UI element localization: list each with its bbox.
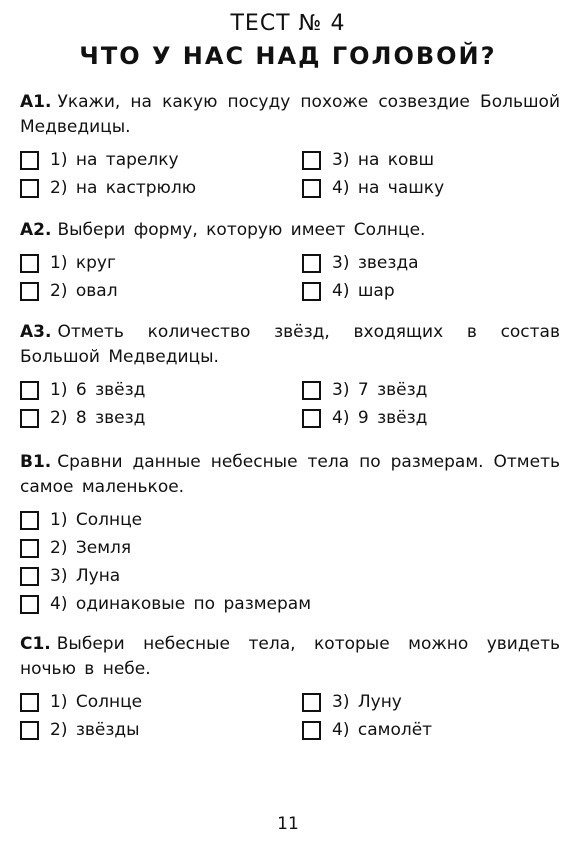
option-a2-2[interactable] — [20, 279, 118, 303]
question-text: Выбери форму, которую имеет Солнце. — [57, 220, 426, 240]
test-title: ТЕСТ № 4 — [230, 11, 346, 36]
question-text: Выбери небесные тела, которые можно увидеть ночью в небе. — [20, 634, 560, 679]
option-a2-1[interactable] — [20, 251, 116, 275]
answer-checkbox[interactable] — [302, 151, 321, 170]
answer-checkbox[interactable] — [20, 254, 39, 273]
option-label: 1) на тарелку — [50, 150, 179, 170]
question-a1 — [20, 90, 560, 204]
option-a1-3[interactable] — [302, 148, 434, 172]
option-c1-1[interactable] — [20, 690, 142, 714]
option-label: 3) Луна — [50, 566, 121, 586]
answer-checkbox[interactable] — [302, 721, 321, 740]
option-a1-4[interactable] — [302, 176, 444, 200]
option-label: 4) шар — [332, 281, 395, 301]
option-label: 2) звёзды — [50, 720, 140, 740]
options-a3 — [20, 378, 560, 434]
answer-checkbox[interactable] — [302, 179, 321, 198]
answer-checkbox[interactable] — [20, 179, 39, 198]
options-a2 — [20, 251, 560, 307]
answer-checkbox[interactable] — [302, 693, 321, 712]
option-a2-4[interactable] — [302, 279, 395, 303]
option-label: 2) овал — [50, 281, 118, 301]
options-b1 — [20, 508, 560, 620]
answer-checkbox[interactable] — [20, 409, 39, 428]
answer-checkbox[interactable] — [20, 595, 39, 614]
option-label: 2) на кастрюлю — [50, 178, 197, 198]
option-a1-1[interactable] — [20, 148, 179, 172]
page-number: 11 — [277, 814, 299, 834]
answer-checkbox[interactable] — [302, 381, 321, 400]
question-a3 — [20, 320, 560, 434]
question-b1-text-block — [20, 450, 560, 500]
option-c1-3[interactable] — [302, 690, 402, 714]
options-a1 — [20, 148, 560, 204]
option-label: 2) Земля — [50, 538, 132, 558]
option-a3-4[interactable] — [302, 406, 427, 430]
question-b1 — [20, 450, 560, 620]
option-b1-1[interactable] — [20, 508, 142, 532]
option-label: 2) 8 звезд — [50, 408, 146, 428]
answer-checkbox[interactable] — [20, 721, 39, 740]
question-a2-text-block — [20, 218, 560, 243]
answer-checkbox[interactable] — [20, 381, 39, 400]
option-a3-3[interactable] — [302, 378, 427, 402]
option-b1-4[interactable] — [20, 592, 311, 616]
option-label: 1) Солнце — [50, 692, 143, 712]
question-c1 — [20, 632, 560, 746]
option-label: 4) одинаковые по размерам — [50, 594, 312, 614]
test-topic-heading: ЧТО У НАС НАД ГОЛОВОЙ? — [79, 42, 497, 70]
question-c1-text-block — [20, 632, 560, 682]
answer-checkbox[interactable] — [302, 409, 321, 428]
answer-checkbox[interactable] — [20, 282, 39, 301]
option-label: 3) Луну — [332, 692, 402, 712]
option-b1-3[interactable] — [20, 564, 120, 588]
question-a1-text-block — [20, 90, 560, 140]
question-number: А3. — [20, 322, 52, 342]
question-a3-text-block — [20, 320, 560, 370]
answer-checkbox[interactable] — [20, 539, 39, 558]
option-label: 4) на чашку — [332, 178, 445, 198]
answer-checkbox[interactable] — [20, 567, 39, 586]
answer-checkbox[interactable] — [302, 254, 321, 273]
options-c1 — [20, 690, 560, 746]
question-a2 — [20, 218, 560, 307]
option-label: 3) 7 звёзд — [332, 380, 428, 400]
option-a1-2[interactable] — [20, 176, 196, 200]
option-c1-2[interactable] — [20, 718, 140, 742]
option-label: 1) круг — [50, 253, 116, 273]
answer-checkbox[interactable] — [302, 282, 321, 301]
question-number: А2. — [20, 220, 52, 240]
option-b1-2[interactable] — [20, 536, 131, 560]
option-label: 3) звезда — [332, 253, 419, 273]
question-number: А1. — [20, 92, 52, 112]
answer-checkbox[interactable] — [20, 151, 39, 170]
option-c1-4[interactable] — [302, 718, 432, 742]
option-label: 4) самолёт — [332, 720, 433, 740]
answer-checkbox[interactable] — [20, 693, 39, 712]
option-label: 4) 9 звёзд — [332, 408, 428, 428]
question-text: Отметь количество звёзд, входящих в состав Большой Медведицы. — [20, 322, 560, 367]
answer-checkbox[interactable] — [20, 511, 39, 530]
question-number: С1. — [20, 634, 51, 654]
option-a2-3[interactable] — [302, 251, 419, 275]
option-a3-2[interactable] — [20, 406, 145, 430]
question-number: В1. — [20, 452, 52, 472]
question-text: Укажи, на какую посуду похоже созвездие Большой Медведицы. — [20, 92, 560, 137]
question-text: Сравни данные небесные тела по размерам. Отметь самое маленькое. — [20, 452, 560, 497]
option-label: 3) на ковш — [332, 150, 435, 170]
option-label: 1) Солнце — [50, 510, 143, 530]
option-label: 1) 6 звёзд — [50, 380, 146, 400]
option-a3-1[interactable] — [20, 378, 145, 402]
